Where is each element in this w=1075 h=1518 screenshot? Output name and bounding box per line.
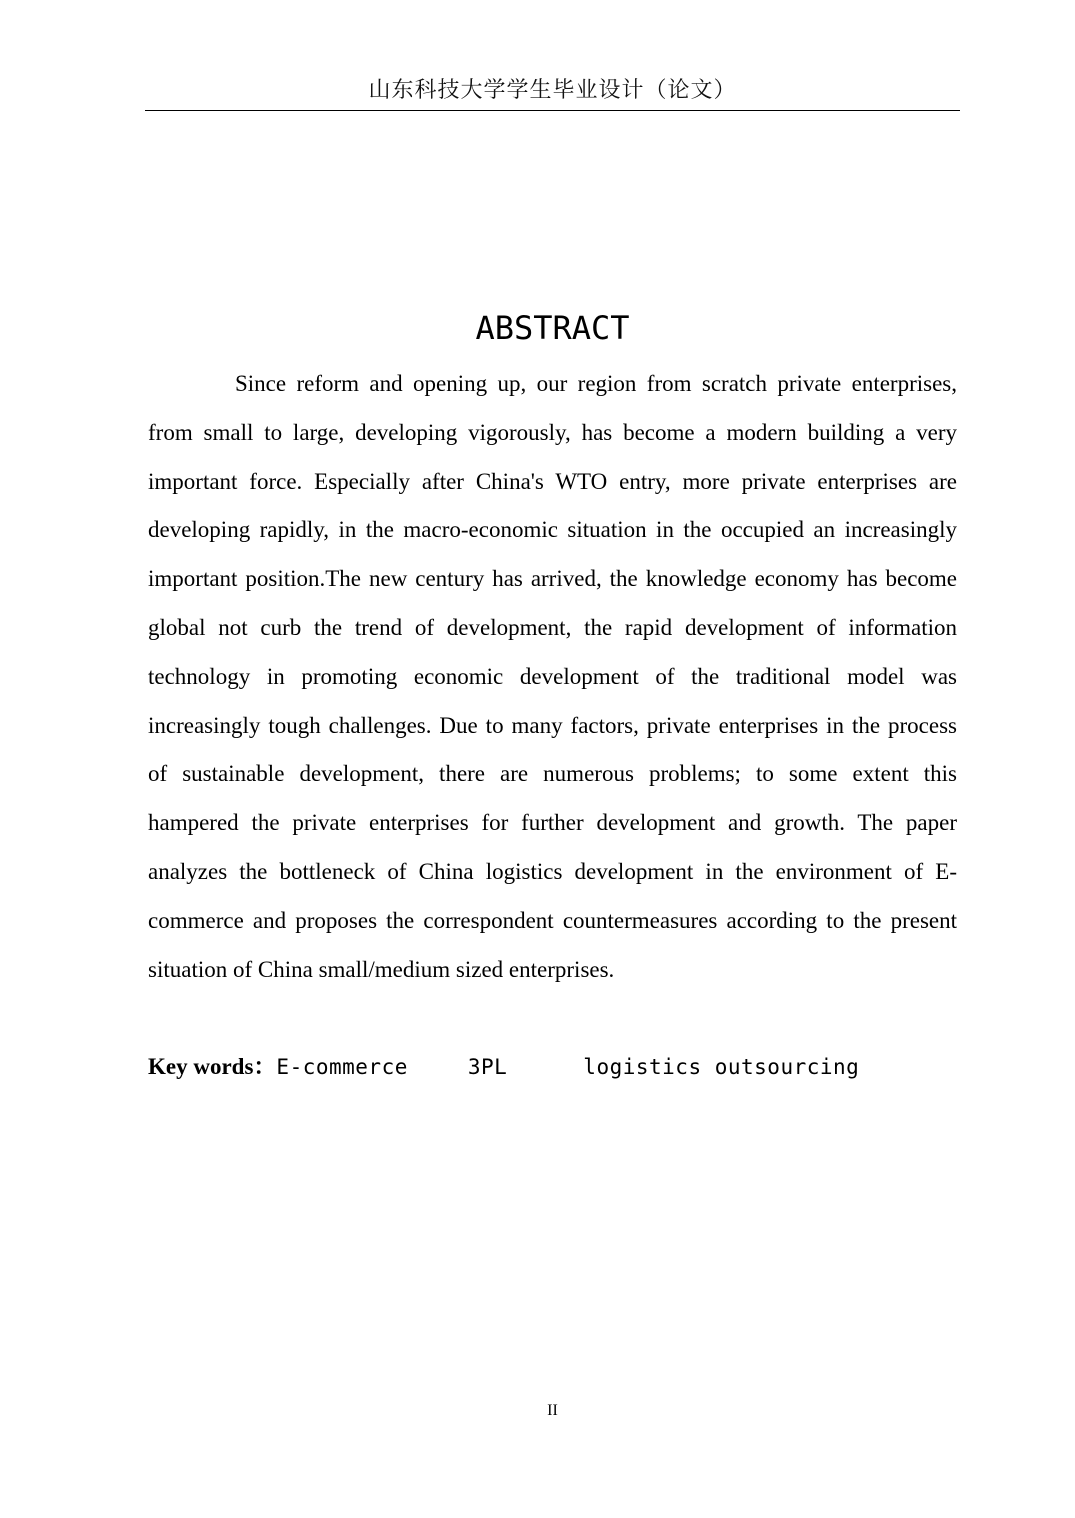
keyword-item: E-commerce <box>276 1055 408 1079</box>
keywords-label: Key words： <box>148 1054 277 1079</box>
keyword-item: logistics outsourcing <box>583 1055 860 1079</box>
abstract-heading: ABSTRACT <box>475 309 630 347</box>
keyword-item: 3PL <box>467 1055 508 1079</box>
abstract-body: Since reform and opening up, our region from scratch private enterprises, from small to large, developing vigorously, has become a modern building a very important force. Especially after China's WTO entry, more private enterprises are developing rapidly, in the macro-economic situation in the occupied an increasingly important position.The new century has arrived, the knowledge economy has become global not curb the trend of development, the rapid development of information technology in promoting economic development of the traditional model was increasingly tough challenges. Due to many factors, private enterprises in the process of sustainable development, there are numerous problems; to some extent this hampered the private enterprises for further development and growth. The paper analyzes the bottleneck of China logistics development in the environment of E-commerce and proposes the correspondent countermeasures according to the present situation of China small/medium sized enterprises. <box>148 371 957 982</box>
keywords-line <box>148 1049 957 1085</box>
page-header <box>145 74 960 111</box>
page-header-title: 山东科技大学学生毕业设计（论文） <box>368 78 737 103</box>
page-number: II <box>547 1402 558 1419</box>
